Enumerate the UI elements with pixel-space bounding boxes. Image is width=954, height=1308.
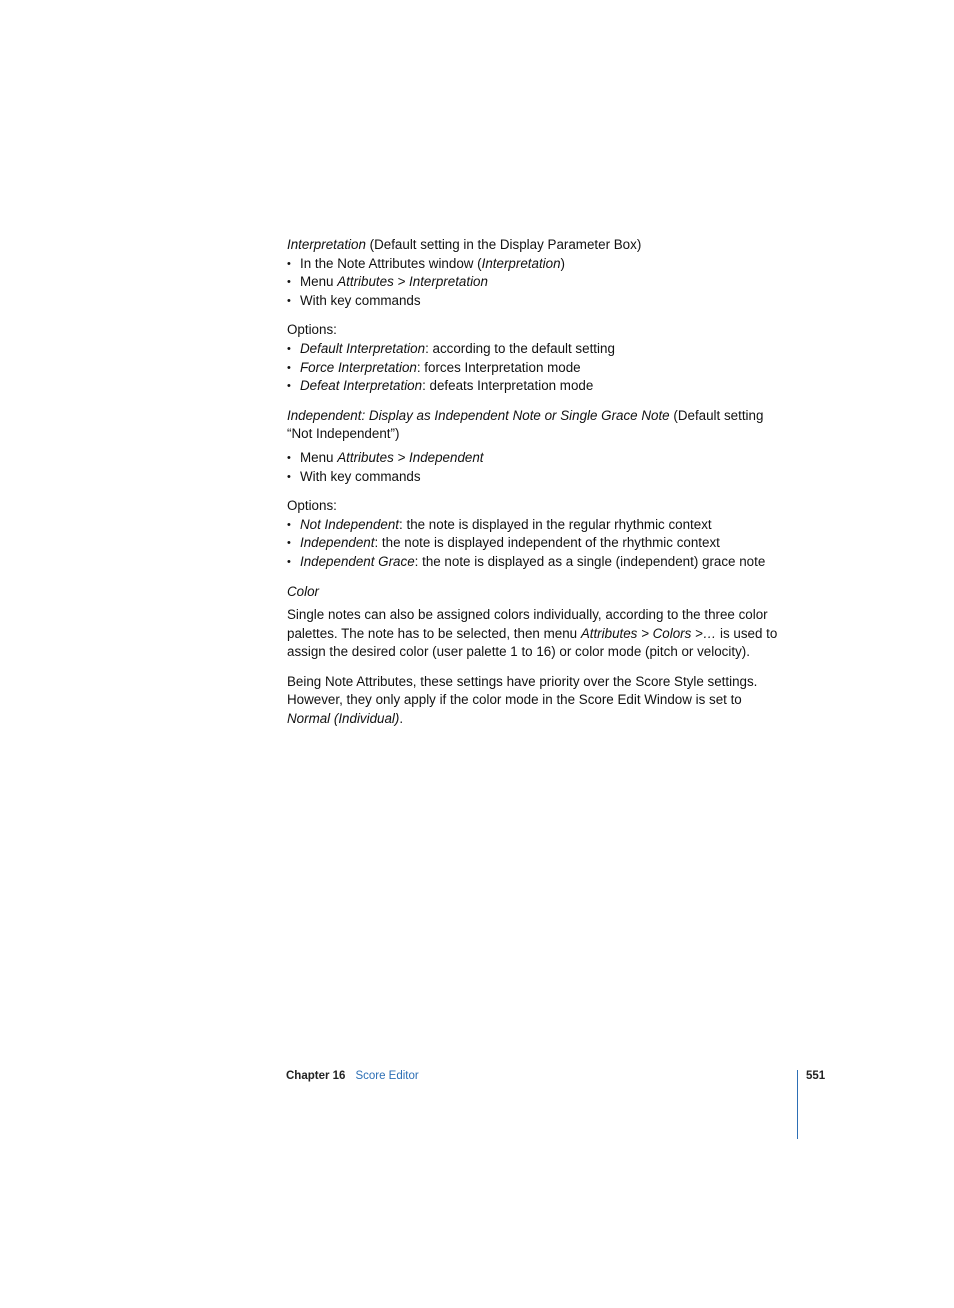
- page-number: 551: [806, 1070, 826, 1082]
- independent-access-list: [287, 449, 787, 486]
- interpretation-heading: [287, 236, 787, 255]
- independent-options-label: Options:: [287, 498, 337, 514]
- page-footer: [286, 1070, 419, 1082]
- list-item: • Menu Attributes > Independent: [287, 449, 787, 468]
- list-item: • Menu Attributes > Interpretation: [287, 273, 787, 292]
- list-item: • Default Interpretation: according to the default setting: [287, 340, 787, 359]
- color-paragraph-2: Being Note Attributes, these settings have priority over the Score Style settings. However, they only apply if the color mode in the Score Edit Window is set to Normal (Individual).: [287, 673, 758, 727]
- list-item: • Not Independent: the note is displayed in the regular rhythmic context: [287, 516, 787, 535]
- independent-heading-italic: Independent: Display as Independent Note or Single Grace Note: [287, 407, 670, 423]
- list-item: • With key commands: [287, 292, 787, 311]
- interpretation-options-list: [287, 340, 787, 396]
- list-item: • Defeat Interpretation: defeats Interpretation mode: [287, 377, 787, 396]
- color-paragraph-1: Single notes can also be assigned colors individually, according to the three color palettes. The note has to be selected, then menu Attributes > Colors >… is used to assign the desired color (user palette 1 to 16) or color mode (pitch or velocity).: [287, 607, 778, 660]
- footer-divider: [797, 1070, 798, 1139]
- list-item: • Force Interpretation: forces Interpretation mode: [287, 359, 787, 378]
- chapter-title-link[interactable]: Score Editor: [355, 1070, 419, 1082]
- interpretation-heading-rest: (Default setting in the Display Parameter Box): [365, 237, 642, 252]
- list-item: • Independent: the note is displayed independent of the rhythmic context: [287, 534, 787, 553]
- independent-options-list: [287, 516, 787, 572]
- interpretation-heading-italic: Interpretation: [287, 237, 366, 252]
- independent-heading-rest: (Default setting “Not Independent”): [287, 407, 764, 442]
- list-item: • In the Note Attributes window (Interpretation): [287, 255, 787, 274]
- color-heading: Color: [287, 583, 319, 599]
- interpretation-access-list: [287, 255, 787, 311]
- chapter-label: Chapter 16: [286, 1070, 346, 1082]
- interpretation-options-label: Options:: [287, 322, 337, 338]
- independent-heading: [287, 407, 787, 444]
- list-item: • With key commands: [287, 468, 787, 487]
- list-item: • Independent Grace: the note is displayed as a single (independent) grace note: [287, 553, 787, 572]
- page-body: [287, 236, 787, 740]
